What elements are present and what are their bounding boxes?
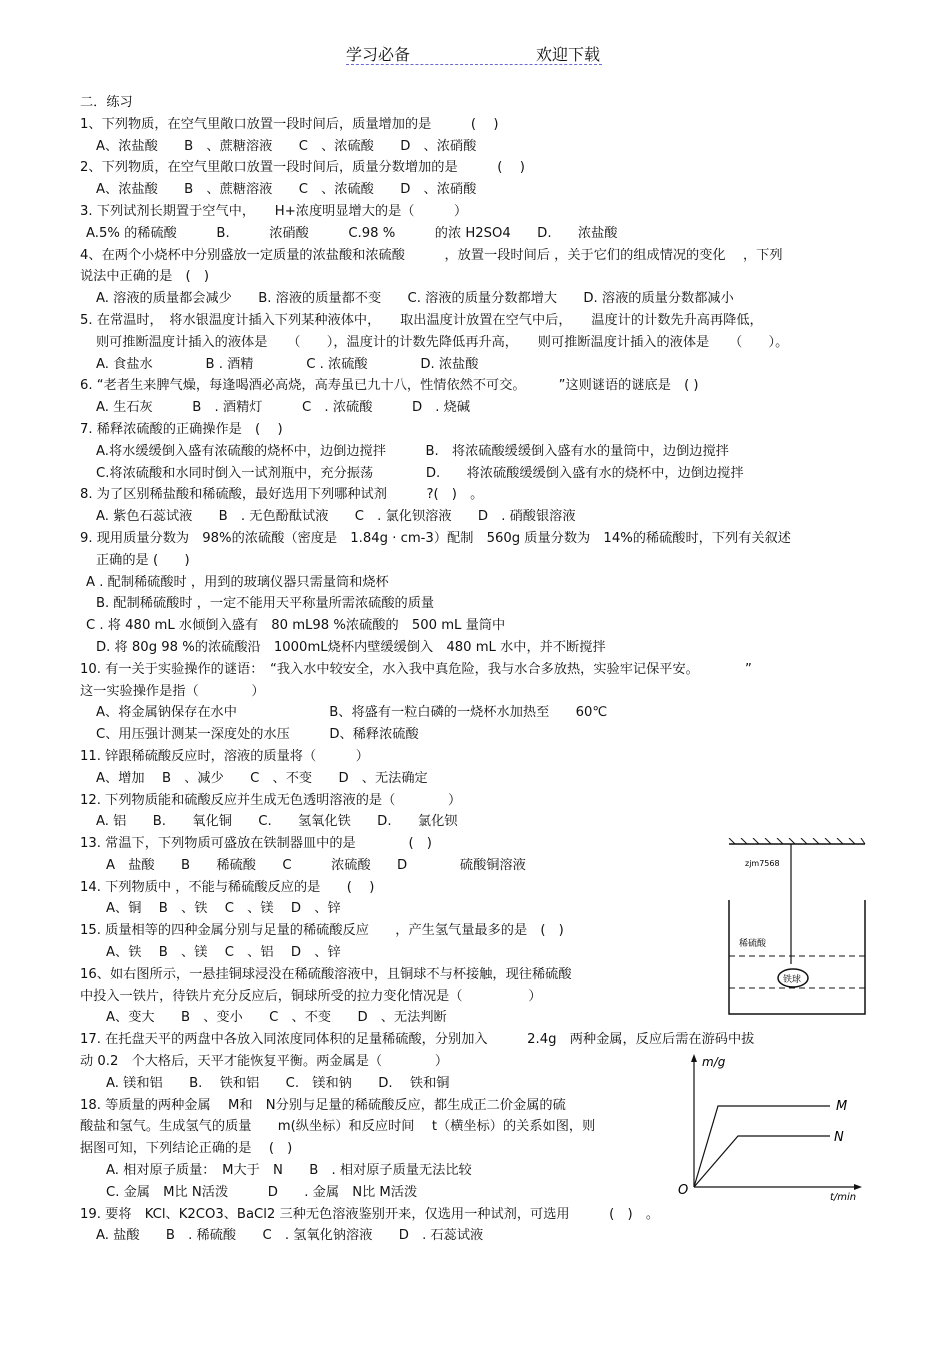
ceiling-hatch [729,838,865,844]
origin-label: O [678,1183,689,1198]
question-17-cont: 动 0.2 个大格后，天平才能恢复平衡。两金属是（ ） [80,1054,449,1070]
y-axis-arrow [691,1054,697,1062]
question-8-options: A. 紫色石蕊试液 B . 无色酚酞试液 C . 氯化钡溶液 D . 硝酸银溶液 [96,509,576,525]
x-axis-arrow [854,1184,862,1190]
question-17: 17. 在托盘天平的两盘中各放入同浓度同体积的足量稀硫酸，分别加入 2.4g 两种金属，反应后需在游码中拔 [80,1032,755,1048]
question-12-options: A. 铝 B. 氧化铜 C. 氢氧化铁 D. 氯化钡 [96,814,458,830]
series-m-line [694,1106,830,1187]
question-9-option-d: D. 将 80g 98 %的浓硫酸沿 1000mL烧杯内壁缓缓倒入 480 mL 水中，并不断搅拌 [96,639,606,655]
question-18-cont: 酸盐和氢气。生成氢气的质量 m(纵坐标）和反应时间 t（横坐标）的关系如图，则 [80,1119,596,1135]
question-10-options-ab: A、将金属钠保存在水中 B、将盛有一粒白磷的一烧杯水加热至 60℃ [96,705,608,721]
header-left: 学习必备 [346,45,411,64]
question-10-cont: 这一实验操作是指（ ） [80,683,265,699]
series-n-line [694,1136,830,1187]
question-7: 7. 稀释浓硫酸的正确操作是 ( ) [80,421,283,437]
question-9-option-c: C . 将 480 mL 水倾倒入盛有 80 mL98 %浓硫酸的 500 mL 量筒中 [86,618,506,634]
beaker-outline [729,900,865,1014]
question-15-options: A、铁 B 、镁 C 、铝 D 、锌 [106,945,341,961]
question-14: 14. 下列物质中 ，不能与稀硫酸反应的是 ( ) [80,879,375,895]
question-7-options-ab: A.将水缓缓倒入盛有浓硫酸的烧杯中，边倒边搅拌 B. 将浓硫酸缓缓倒入盛有水的量筒中，边倒边搅拌 [96,443,729,459]
series-n-label: N [834,1130,844,1145]
question-1-options: A、浓盐酸 B 、蔗糖溶液 C 、浓硫酸 D 、浓硝酸 [96,138,477,154]
question-18-options-ab: A. 相对原子质量： M大于 N B . 相对原子质量无法比较 [106,1163,472,1179]
y-axis-label: m/g [702,1055,726,1069]
question-17-options: A. 镁和铝 B. 铁和铝 C. 镁和钠 D. 铁和铜 [106,1075,450,1091]
figure-watermark: zjm7568 [745,859,780,868]
question-5-cont: 则可推断温度计插入的液体是 （ ），温度计的计数先降低再升高， 则可推断温度计插入的液体是 （ ）。 [96,334,789,350]
question-18-cont2: 据图可知，下列结论正确的是 ( ) [80,1141,293,1157]
header-right: 欢迎下载 [535,45,600,64]
question-3: 3. 下列试剂长期置于空气中， H+浓度明显增大的是（ ） [80,203,468,219]
question-5: 5. 在常温时， 将水银温度计插入下列某种液体中， 取出温度计放置在空气中后， 温度计的计数先升高再降低， [80,312,763,328]
question-9: 9. 现用质量分数为 98%的浓硫酸（密度是 1.84g · cm-3）配制 560g 质量分数为 14%的稀硫酸时，下列有关叙述 [80,530,791,546]
series-m-label: M [836,1099,848,1114]
question-16: 16、如右图所示，一悬挂铜球浸没在稀硫酸溶液中，且铜球不与杯接触，现往稀硫酸 [80,966,572,982]
x-axis-label: t/min [830,1192,857,1202]
question-19: 19. 要将 KCl、K2CO3、BaCl2 三种无色溶液鉴别开来，仅选用一种试剂，可选用 ( ) 。 [80,1206,660,1222]
question-7-options-cd: C.将浓硫酸和水同时倒入一试剂瓶中，充分振荡 D. 将浓硫酸缓缓倒入盛有水的烧杯中，边倒边搅拌 [96,465,744,481]
question-13: 13. 常温下，下列物质可盛放在铁制器皿中的是 ( ) [80,836,432,852]
beaker-figure [727,838,867,1020]
question-15: 15. 质量相等的四种金属分别与足量的稀硫酸反应 ，产生氢气量最多的是 ( ) [80,923,564,939]
mass-time-graph [672,1052,864,1202]
question-11: 11. 锌跟稀硫酸反应时，溶液的质量将（ ） [80,748,369,764]
question-19-options: A. 盐酸 B . 稀硫酸 C . 氢氧化钠溶液 D . 石蕊试液 [96,1228,484,1244]
question-9-cont: 正确的是 ( ) [96,552,190,568]
section-title: 二．练习 [80,95,133,110]
question-11-options: A、增加 B 、减少 C 、不变 D 、无法确定 [96,770,428,786]
question-4-cont: 说法中正确的是 ( ) [80,269,209,285]
ball-label: 铁球 [783,975,802,985]
question-18: 18. 等质量的两种金属 M和 N分别与足量的稀硫酸反应，都生成正二价金属的硫 [80,1097,566,1113]
question-6: 6. “老者生来脾气燥，每逢喝酒必高烧，高寿虽已九十八，性情依然不可交。 ”这则谜语的谜底是 ( ) [80,378,699,394]
page-header [346,42,602,65]
question-6-options: A. 生石灰 B . 酒精灯 C . 浓硫酸 D . 烧碱 [96,400,471,416]
question-2: 2、下列物质，在空气里敞口放置一段时间后，质量分数增加的是 ( ) [80,160,525,176]
question-5-options: A. 食盐水 B . 酒精 C . 浓硫酸 D. 浓盐酸 [96,356,479,372]
question-9-option-a: A . 配制稀硫酸时 ，用到的玻璃仪器只需量筒和烧杯 [86,574,389,590]
question-4-options: A. 溶液的质量都会减少 B. 溶液的质量都不变 C. 溶液的质量分数都增大 D. 溶液的质量分数都减小 [96,291,734,307]
question-14-options: A、铜 B 、铁 C 、镁 D 、锌 [106,901,341,917]
question-16-cont: 中投入一铁片，待铁片充分反应后，铜球所受的拉力变化情况是（ ） [80,988,542,1004]
liquid-label: 稀硫酸 [739,939,767,949]
question-13-options: A 盐酸 B 稀硫酸 C 浓硫酸 D 硫酸铜溶液 [106,857,526,873]
question-16-options: A、变大 B 、变小 C 、不变 D 、无法判断 [106,1010,447,1026]
question-2-options: A、浓盐酸 B 、蔗糖溶液 C 、浓硫酸 D 、浓硝酸 [96,182,477,198]
question-4: 4、在两个小烧杯中分别盛放一定质量的浓盐酸和浓硫酸 ，放置一段时间后 ，关于它们的组成情况的变化 ，下列 [80,247,783,263]
question-18-options-cd: C. 金属 M比 N活泼 D . 金属 N比 M活泼 [106,1184,418,1200]
question-3-options: A.5% 的稀硫酸 B. 浓硝酸 C.98 % 的浓 H2SO4 D. 浓盐酸 [86,225,618,241]
question-8: 8. 为了区别稀盐酸和稀硫酸，最好选用下列哪种试剂 ?( ) 。 [80,487,484,503]
question-9-option-b: B. 配制稀硫酸时 ，一定不能用天平称量所需浓硫酸的质量 [96,596,435,612]
question-10: 10. 有一关于实验操作的谜语： “我入水中较安全，水入我中真危险，我与水合多放热，实验牢记保平安。 ” [80,661,752,677]
question-10-options-cd: C、用压强计测某一深度处的水压 D、稀释浓硫酸 [96,727,419,743]
question-12: 12. 下列物质能和硫酸反应并生成无色透明溶液的是（ ） [80,792,462,808]
question-1: 1、下列物质，在空气里敞口放置一段时间后，质量增加的是 ( ) [80,116,499,132]
